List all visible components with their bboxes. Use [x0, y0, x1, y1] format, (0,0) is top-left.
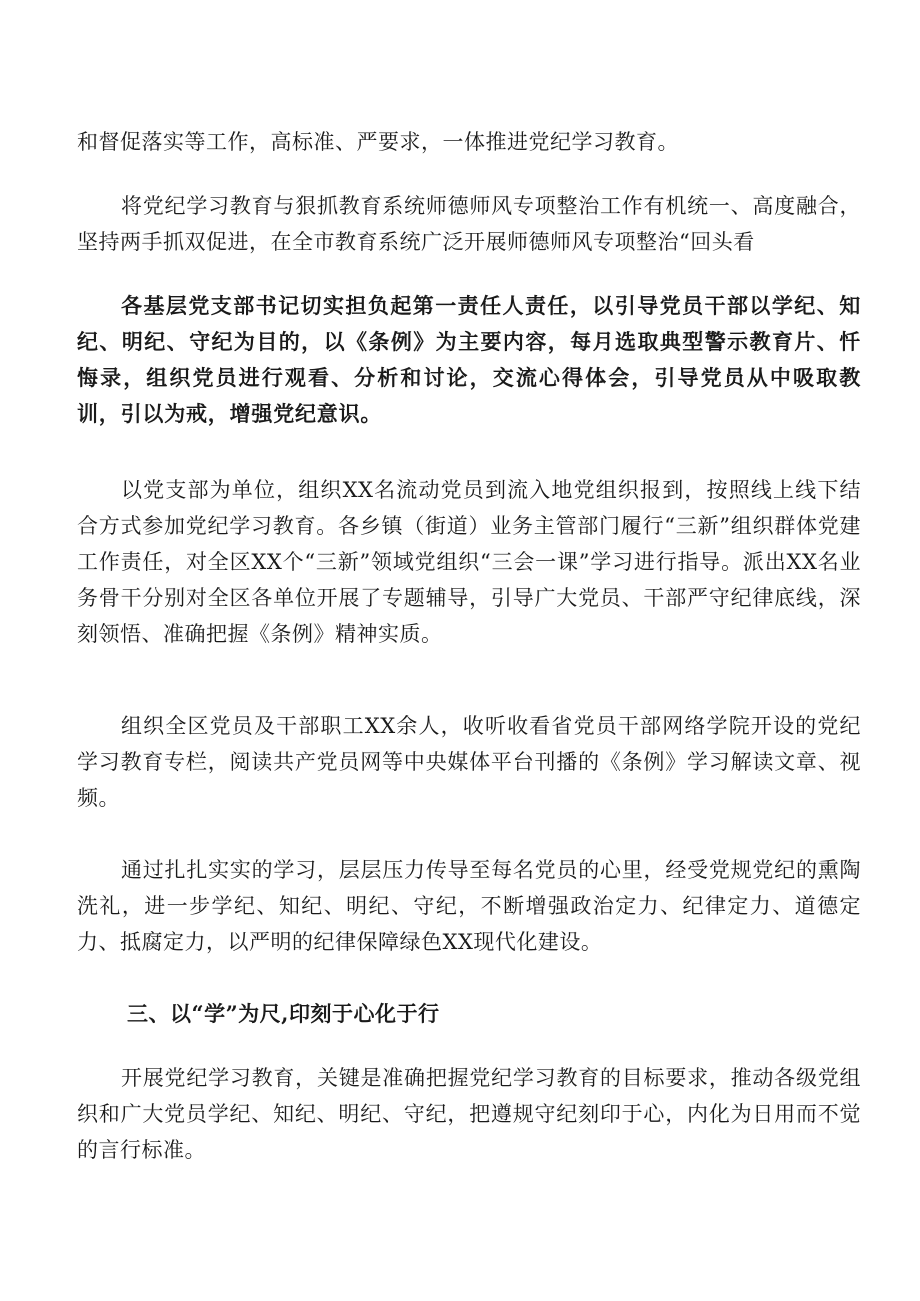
paragraph-continuation: 和督促落实等工作，高标准、严要求，一体推进党纪学习教育。 — [77, 130, 679, 154]
paragraph-mobile-members: 以党支部为单位，组织XX名流动党员到流入地党组织报到，按照线上线下结合方式参加党纪学习教育。各乡镇（街道）业务主管部门履行“三新”组织群体党建工作责任，对全区XX个“三新”领域党组织“三会一课”学习进行指导。派出XX名业务骨干分别对全区各单位开展了专题辅导，引导广大党员、干部严守纪律底线，深刻领悟、准确把握《条例》精神实质。 — [77, 478, 861, 646]
paragraph-key-requirements: 开展党纪学习教育，关键是准确把握党纪学习教育的目标要求，推动各级党组织和广大党员学纪、知纪、明纪、守纪，把遵规守纪刻印于心，内化为日用而不觉的言行标准。 — [77, 1066, 861, 1162]
paragraph-pressure-transmission: 通过扎扎实实的学习，层层压力传导至每名党员的心里，经受党规党纪的熏陶洗礼，进一步学纪、知纪、明纪、守纪，不断增强政治定力、纪律定力、道德定力、抵腐定力，以严明的纪律保障绿色XX现代化建设。 — [77, 858, 861, 954]
paragraph-teacher-ethics: 将党纪学习教育与狠抓教育系统师德师风专项整治工作有机统一、高度融合，坚持两手抓双促进，在全市教育系统广泛开展师德师风专项整治“回头看 — [77, 194, 861, 254]
paragraph-online-study: 组织全区党员及干部职工XX余人，收听收看省党员干部网络学院开设的党纪学习教育专栏，阅读共产党员网等中央媒体平台刊播的《条例》学习解读文章、视频。 — [77, 714, 861, 810]
paragraph-branch-secretaries: 各基层党支部书记切实担负起第一责任人责任，以引导党员干部以学纪、知纪、明纪、守纪为目的，以《条例》为主要内容，每月选取典型警示教育片、忏悔录，组织党员进行观看、分析和讨论，交流心得体会，引导党员从中吸取教训，引以为戒，增强党纪意识。 — [77, 293, 861, 426]
paragraph-clip — [77, 188, 861, 260]
section-heading-three: 三、以“学”为尺,印刻于心化于行 — [127, 1001, 440, 1026]
